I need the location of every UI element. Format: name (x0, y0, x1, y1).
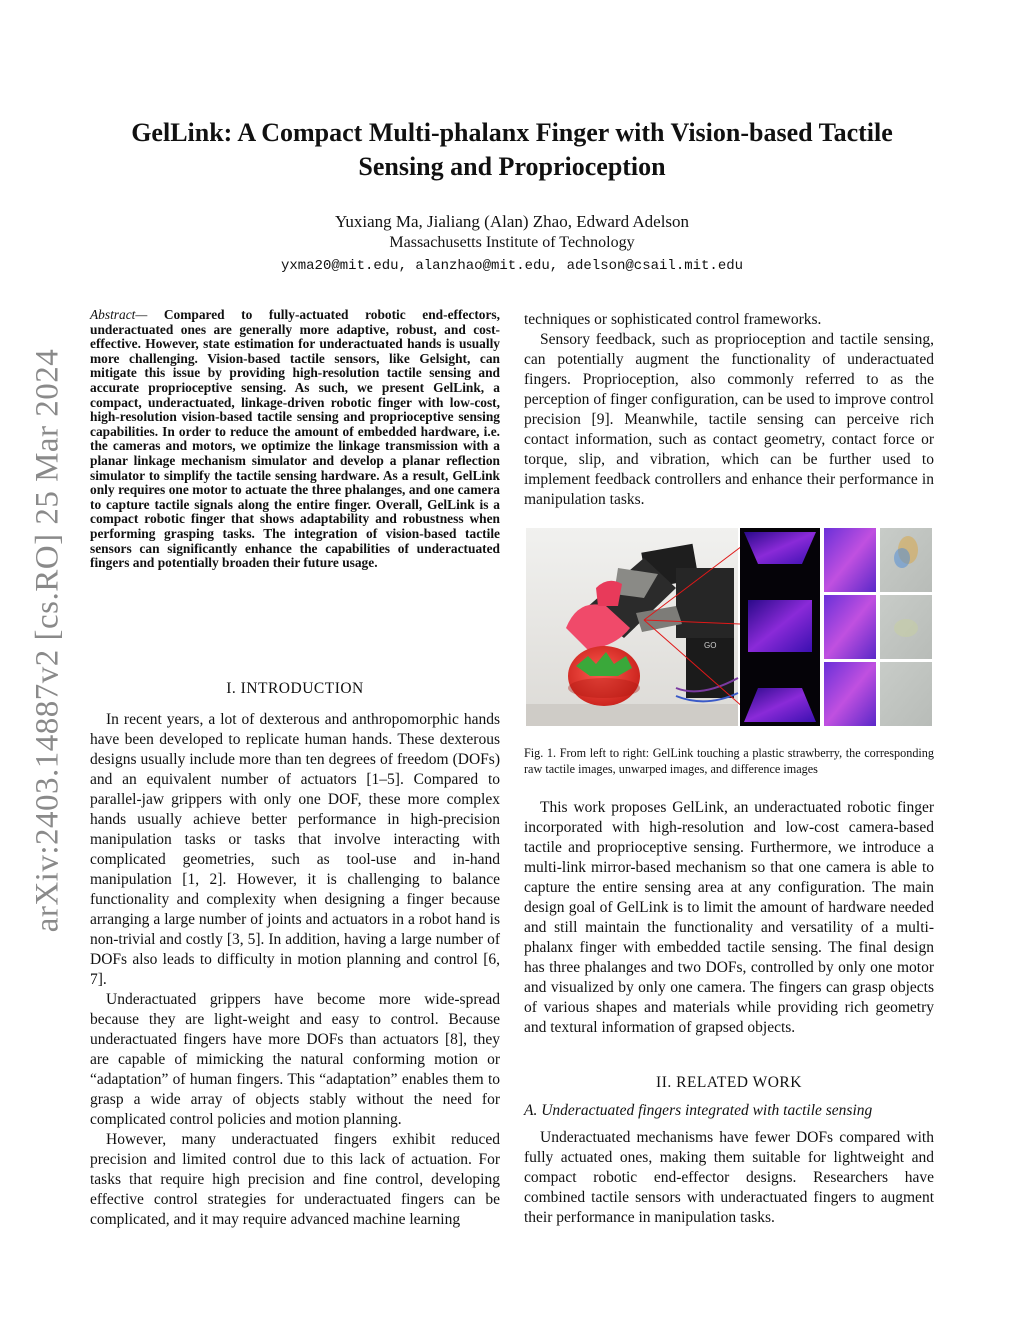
sensory-feedback-paragraph: Sensory feedback, such as proprioception and tactile sensing, can potentially augment the functionality of underactuated fingers. Proprioception, also commonly referred to as the perception of finger configuration, can be used to improve control precision [9]. Meanwhile, tactile sensing can perceive rich contact information, such as contact geometry, contact force or torque, slip, and vibration, which can be further used to implement feedback controllers and enhance their performance in manipulation tasks. (524, 331, 934, 508)
arxiv-id-text: arXiv:2403.14887v2 [cs.RO] 25 Mar 2024 (29, 348, 66, 932)
related-work-body (524, 1128, 934, 1228)
section-heading-introduction: I. INTRODUCTION (226, 680, 364, 697)
unwarped-images (824, 528, 876, 726)
introduction-body (90, 710, 500, 1230)
difference-images (880, 528, 932, 726)
abstract-lead: Abstract— (90, 307, 148, 322)
author-emails: yxma20@mit.edu, alanzhao@mit.edu, adelson@csail.mit.edu (280, 258, 744, 274)
right-column-top (524, 310, 934, 510)
figure-1-caption: Fig. 1. From left to right: GelLink touching a plastic strawberry, the corresponding raw tactile images, unwarped images, and difference images (524, 746, 934, 776)
intro-paragraph-1: In recent years, a lot of dexterous and anthropomorphic hands have been developed to replicate human hands. These dexterous designs usually include more than ten degrees of freedom (DOFs) and an equivalent number of actuators [1–5]. Compared to parallel-jaw grippers with only one DOF, these more complex hands usually achieve better performance in high-precision manipulation tasks or tasks that involve interacting with complicated geometries, such as tool-use and in-hand manipulation [1, 2]. However, it is challenging to balance functionality and complexity when designing a finger because arranging a large number of joints and actuators in a robot hand is non-trivial and costly [3, 5]. In addition, having a large number of DOFs also leads to difficulty in motion planning and control [6, 7]. (90, 711, 500, 988)
figure-1-image (526, 528, 932, 726)
author-list: Yuxiang Ma, Jialiang (Alan) Zhao, Edward Adelson (334, 212, 690, 231)
related-work-paragraph: Underactuated mechanisms have fewer DOFs compared with fully actuated ones, making them suitable for lightweight and compact robotic end-effector designs. Researchers have combined tactile sensors with underactuated fingers to augment their performance in manipulation tasks. (524, 1129, 934, 1226)
this-work-body (524, 798, 934, 1038)
affiliation: Massachusetts Institute of Technology (389, 234, 635, 251)
section-heading-related-work: II. RELATED WORK (656, 1074, 802, 1091)
arxiv-identifier (28, 310, 68, 970)
raw-tactile-images (740, 528, 820, 726)
intro-paragraph-3: However, many underactuated fingers exhibit reduced precision and limited control due to this lack of actuation. For tasks that require high precision and fine control, developing effective control strategies for underactuated fingers can be complicated, and it may require advanced machine learning (90, 1131, 500, 1228)
this-work-paragraph: This work proposes GelLink, an underactuated robotic finger incorporated with high-resolution and low-cost camera-based tactile and proprioceptive sensing. Furthermore, we introduce a multi-link mirror-based mechanism so that one camera is able to capture the entire sensing area at any configuration. The main design goal of GelLink is to limit the amount of hardware needed and still maintain the functionality and versatility of a multi-phalanx finger with embedded tactile sensing. The final design has three phalanges and two DOFs, controlled by only one motor and visualized by only one camera. The fingers can grasp objects of various shapes and materials while providing rich geometry and textural information of grapsed objects. (524, 799, 934, 1036)
paper-title: GelLink: A Compact Multi-phalanx Finger with Vision-based Tactile Sensing and Proprioception (131, 118, 893, 181)
abstract (90, 308, 500, 571)
figure-text-label: GO (704, 641, 717, 650)
figure-1 (526, 528, 932, 726)
subsection-heading-a: A. Underactuated fingers integrated with tactile sensing (524, 1102, 873, 1119)
continuation-line: techniques or sophisticated control frameworks. (524, 311, 822, 328)
abstract-text: Compared to fully-actuated robotic end-effectors, underactuated ones are generally more adaptive, robust, and cost-effective. However, state estimation for underactuated hands is usually more challenging. Vision-based tactile sensors, like Gelsight, can mitigate this issue by providing high-resolution tactile sensing and accurate proprioceptive sensing. As such, we present GelLink, a compact, underactuated, linkage-driven robotic finger with low-cost, high-resolution vision-based tactile sensing and proprioceptive sensing capabilities. In order to reduce the amount of embedded hardware, i.e. the cameras and motors, we optimize the linkage transmission with a planar linkage mechanism simulator and develop a planar reflection simulator to simplify the tactile sensing hardware. As a result, GelLink only requires one motor to actuate the three phalanges, and one camera to capture tactile signals along the entire finger. Overall, GelLink is a compact robotic finger that shows adaptability and robustness when performing grasping tasks. The integration of vision-based tactile sensors can significantly enhance the capabilities of underactuated fingers and potentially broaden their future usage. (90, 307, 500, 571)
intro-paragraph-2: Underactuated grippers have become more wide-spread because they are light-weight and easy to control. Because underactuated fingers have more DOFs than actuators [8], they are capable of mimicking the natural conforming motion or “adaptation” of human fingers. This “adaptation” enables them to grasp a wide array of objects stably without the need for complicated control policies and motion planning. (90, 991, 500, 1128)
